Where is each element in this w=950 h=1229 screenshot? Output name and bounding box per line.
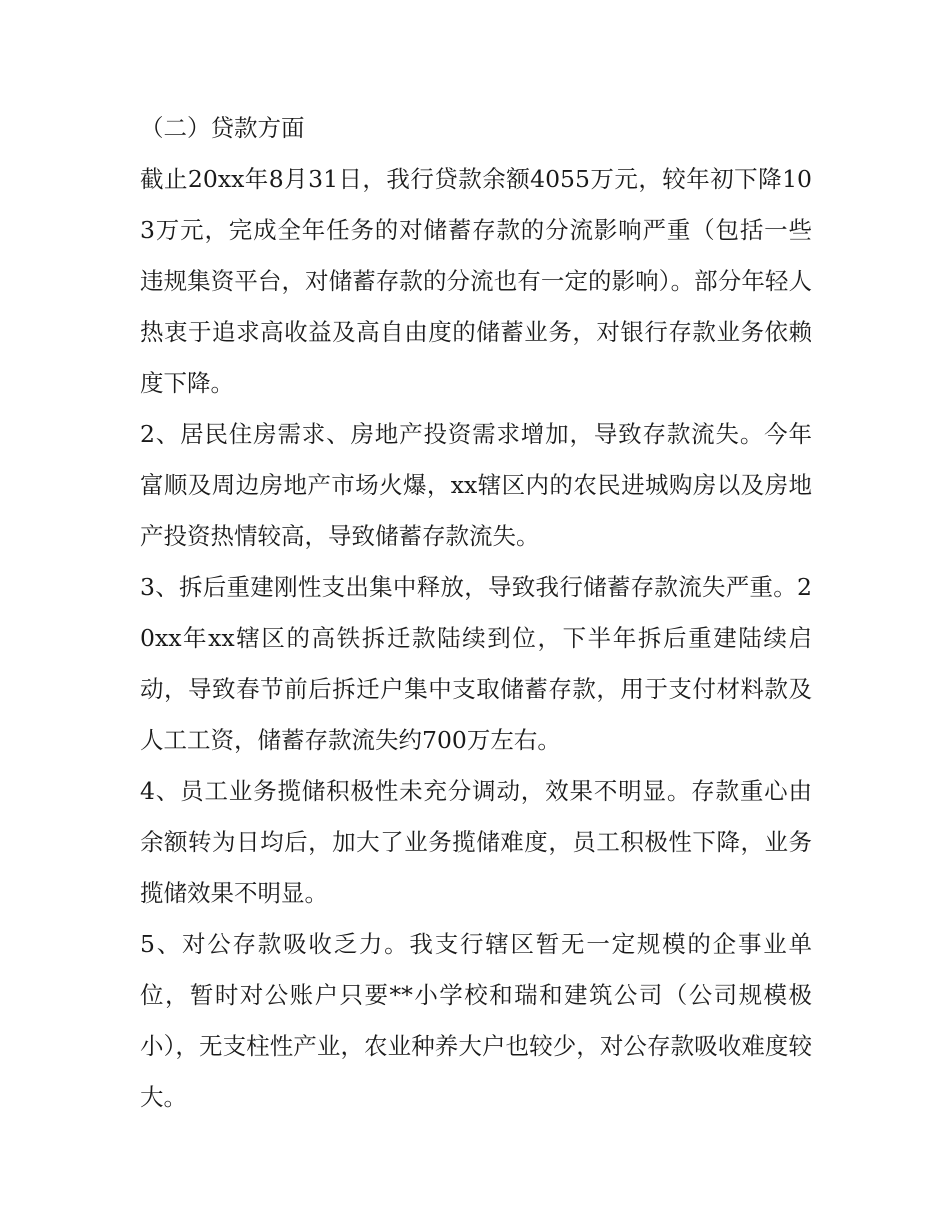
paragraph-loan-balance: 截止20xx年8月31日，我行贷款余额4055万元，较年初下降103万元，完成全年任务的对储蓄存款的分流影响严重（包括一些违规集资平台，对储蓄存款的分流也有一定的影响）。部分年轻人热衷于追求高收益及高自由度的储蓄业务，对银行存款业务依赖度下降。 — [140, 165, 812, 397]
document-page — [140, 103, 812, 1123]
paragraph-item-4: 4、员工业务揽储积极性未充分调动，效果不明显。存款重心由余额转为日均后，加大了业务揽储难度，员工积极性下降，业务揽储效果不明显。 — [140, 777, 812, 907]
paragraph-item-5: 5、对公存款吸收乏力。我支行辖区暂无一定规模的企事业单位，暂时对公账户只要**小学校和瑞和建筑公司（公司规模极小），无支柱性产业，农业种养大户也较少，对公存款吸收难度较大。 — [140, 930, 812, 1111]
paragraph-item-2: 2、居民住房需求、房地产投资需求增加，导致存款流失。今年富顺及周边房地产市场火爆，xx辖区内的农民进城购房以及房地产投资热情较高，导致储蓄存款流失。 — [140, 420, 812, 550]
section-heading: （二）贷款方面 — [140, 114, 305, 142]
paragraph-item-3: 3、拆后重建刚性支出集中释放，导致我行储蓄存款流失严重。20xx年xx辖区的高铁拆迁款陆续到位，下半年拆后重建陆续启动，导致春节前后拆迁户集中支取储蓄存款，用于支付材料款及人工工资，储蓄存款流失约700万左右。 — [140, 573, 812, 754]
